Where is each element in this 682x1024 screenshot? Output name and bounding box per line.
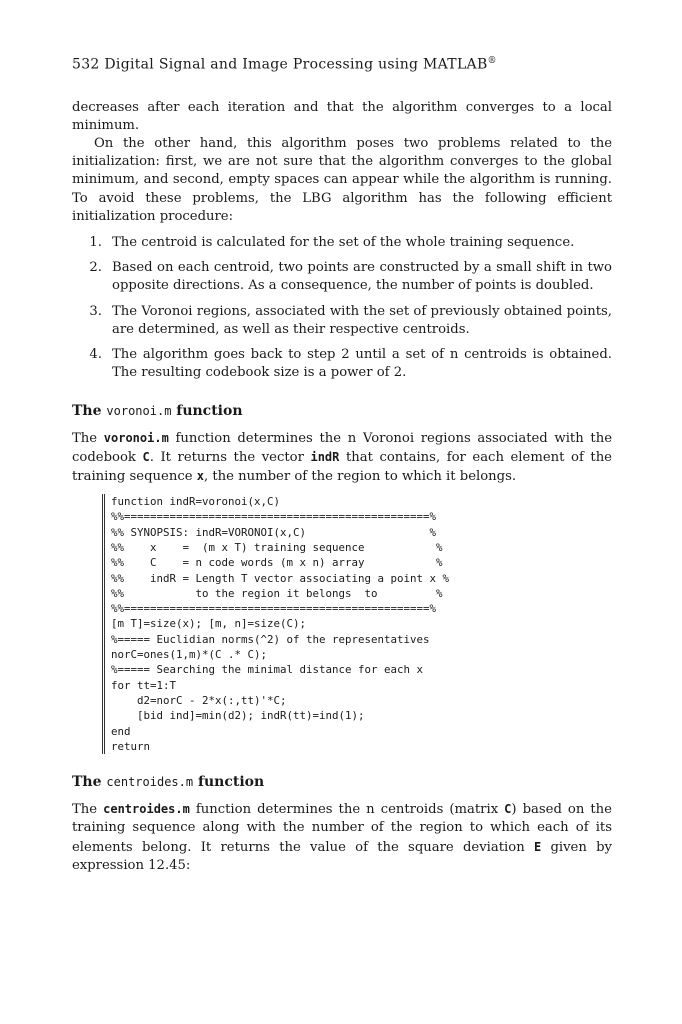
- code-line: %% SYNOPSIS: indR=VORONOI(x,C) %: [111, 525, 437, 539]
- text-run: , the number of the region to which it belongs.: [203, 468, 517, 484]
- heading-prefix: The: [72, 774, 107, 791]
- text-run: ) based on the training sequence along with the number of the region to which each of its elements belong. It returns the value of the square deviation: [72, 802, 612, 855]
- code-line: norC=ones(1,m)*(C .* C);: [111, 648, 268, 662]
- code-lines: [111, 494, 612, 754]
- voronoi-section-heading: [72, 403, 612, 419]
- code-line: %%===============================================%: [111, 602, 437, 616]
- inline-code: indR: [310, 449, 340, 464]
- code-line: end: [111, 724, 131, 738]
- text-run: . It returns the vector: [149, 449, 311, 465]
- heading-suffix: function: [193, 774, 265, 791]
- text-run: given by expression 12.45:: [72, 839, 612, 873]
- list-item: [72, 234, 612, 252]
- text-run: function determines the n Voronoi regions associated with the codebook: [72, 430, 612, 465]
- code-line: function indR=voronoi(x,C): [111, 495, 281, 509]
- step-number: 4.: [89, 347, 102, 363]
- code-line: %%===============================================%: [111, 510, 437, 524]
- step-number: 1.: [89, 235, 102, 251]
- step-text: The Voronoi regions, associated with the set of previously obtained points, are determined, as well as their respective centroids.: [112, 303, 612, 337]
- inline-code: voronoi.m: [103, 430, 169, 445]
- code-line: %% to the region it belongs to %: [111, 586, 443, 600]
- heading-prefix: The: [72, 402, 107, 419]
- inline-code: C: [504, 802, 512, 817]
- step-text: Based on each centroid, two points are constructed by a small shift in two opposite directions. As a consequence, the number of points is doubled.: [112, 260, 612, 294]
- code-line: %% indR = Length T vector associating a point x %: [111, 571, 450, 585]
- step-number: 3.: [89, 303, 102, 319]
- code-line: %% C = n code words (m x n) array %: [111, 556, 443, 570]
- text-run: The: [72, 430, 104, 446]
- intro-paragraph-2: On the other hand, this algorithm poses two problems related to the initialization: first, we are not sure that the algorithm converges to the global minimum, and second, empty spaces can appear while the algorithm is running. To avoid these problems, the LBG algorithm has the following efficient initialization procedure:: [72, 136, 612, 224]
- heading-suffix: function: [171, 402, 243, 419]
- registered-mark: ®: [487, 56, 497, 66]
- heading-code: voronoi.m: [106, 403, 172, 418]
- centroides-section-heading: [72, 774, 612, 790]
- page-number: 532: [72, 56, 100, 73]
- page: [72, 56, 612, 875]
- text-run: The: [72, 802, 104, 818]
- code-line: return: [111, 739, 151, 753]
- inline-code: E: [533, 839, 542, 854]
- voronoi-description: [72, 429, 612, 487]
- code-line: %% x = (m x T) training sequence %: [111, 541, 443, 554]
- inline-code: centroides.m: [103, 802, 190, 817]
- inline-code: x: [196, 468, 204, 483]
- initialization-steps: [72, 234, 612, 382]
- code-line: [bid ind]=min(d2); indR(tt)=ind(1);: [111, 709, 365, 723]
- text-run: function determines the n centroids (matrix: [189, 802, 505, 818]
- list-item: [72, 303, 612, 339]
- code-line: d2=norC - 2*x(:,tt)'*C;: [111, 693, 287, 707]
- voronoi-code-listing: [102, 494, 612, 754]
- heading-code: centroides.m: [106, 775, 194, 790]
- inline-code: C: [142, 449, 150, 464]
- step-number: 2.: [89, 260, 102, 276]
- code-line: for tt=1:T: [111, 678, 177, 692]
- text-run: that contains, for each element of the training sequence: [72, 449, 612, 484]
- running-header: [72, 56, 612, 73]
- list-item: [72, 259, 612, 295]
- code-line: %===== Searching the minimal distance for each x: [111, 663, 424, 677]
- code-line: %===== Euclidian norms(^2) of the representatives: [111, 632, 430, 646]
- centroides-description: [72, 800, 612, 875]
- list-item: [72, 346, 612, 382]
- code-line: [m T]=size(x); [m, n]=size(C);: [111, 617, 307, 631]
- intro-paragraph-1: decreases after each iteration and that the algorithm converges to a local minimum.: [72, 99, 612, 133]
- step-text: The centroid is calculated for the set of the whole training sequence.: [112, 235, 575, 251]
- step-text: The algorithm goes back to step 2 until a set of n centroids is obtained. The resulting codebook size is a power of 2.: [112, 347, 612, 381]
- book-title: Digital Signal and Image Processing using MATLAB: [104, 56, 488, 73]
